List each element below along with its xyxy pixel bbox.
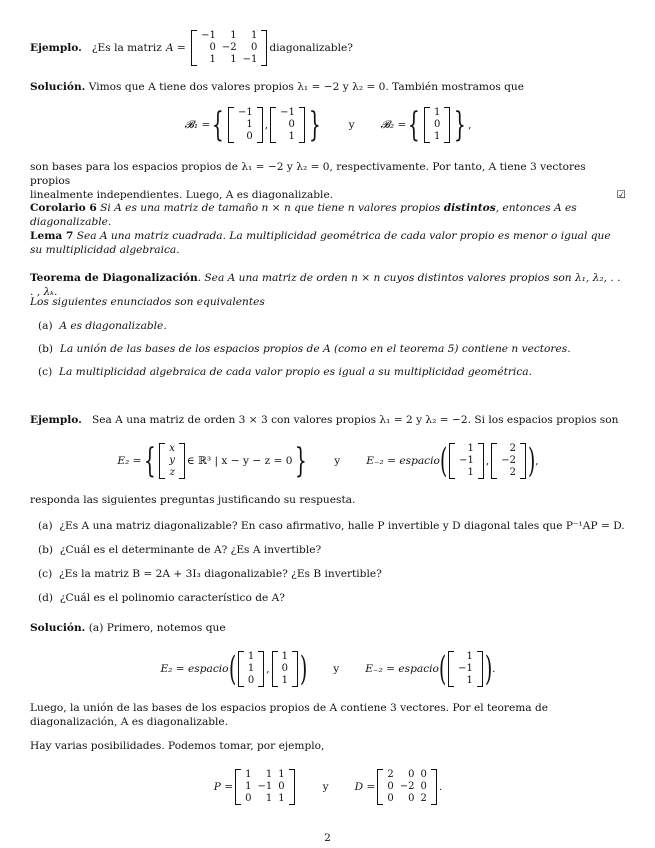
matrix-entry: 0: [246, 131, 253, 142]
matrix-entry: 1: [230, 30, 237, 41]
matrix-entry: 0: [408, 769, 415, 780]
matrix-row: [166, 455, 178, 467]
example-label: Ejemplo.: [30, 42, 82, 54]
open-paren: (: [439, 441, 448, 481]
matrix-entry: −2: [399, 781, 415, 792]
matrix-entry: 1: [250, 30, 258, 41]
matrix-entry: 1: [278, 793, 285, 804]
example-2-text: Sea A una matriz de orden 3 × 3 con valores propios λ₁ = 2 y λ₂ = −2. Si los espacios propios son: [91, 414, 619, 426]
instructions: responda las siguientes preguntas justificando su respuesta.: [30, 494, 356, 506]
matrix-row: [277, 107, 298, 119]
matrix-row: [384, 781, 430, 793]
matrix-entry: 1: [467, 467, 474, 478]
matrix-entry: 1: [247, 663, 255, 674]
example-1: [30, 30, 626, 66]
matrix-row: [277, 131, 298, 143]
matrix-entry: −1: [257, 781, 273, 792]
matrix-entry: 0: [281, 663, 288, 674]
matrix-entry: 2: [420, 793, 427, 804]
matrix-entry: 1: [467, 443, 474, 454]
e2-label: E₂ =: [117, 455, 142, 467]
matrix-row: [235, 119, 256, 131]
matrix-entry: 0: [434, 119, 441, 130]
matrix-row: [455, 651, 476, 663]
matrix-row: [279, 675, 291, 687]
em2-span-label: E₋₂ = espacio: [365, 663, 439, 675]
matrix-entry: 0: [420, 781, 427, 792]
matrix-entry: 1: [278, 769, 285, 780]
question-c: (c) ¿Es la matriz B = 2A + 3I₃ diagonalizable? ¿Es B invertible?: [38, 568, 382, 580]
matrix-entry: 1: [247, 651, 255, 662]
close-brace: }: [454, 105, 467, 145]
lemma-text: Sea A una matriz cuadrada. La multiplicidad geométrica de cada valor propio es menor o igual que su multiplicidad algebraica.: [30, 230, 611, 256]
matrix-row: [456, 455, 477, 467]
matrix-name: A: [165, 42, 174, 54]
question-text: ¿Es la matriz: [91, 42, 162, 54]
matrix-row: [245, 663, 257, 675]
solution-text: Vimos que A tiene dos valores propios λ₁ = −2 y λ₂ = 0. También mostramos que: [88, 81, 524, 93]
corollary-bold: distintos: [443, 202, 496, 214]
matrix-row: [431, 119, 443, 131]
theorem-text: . Sea A una matriz de orden n × n cuyos distintos valores propios son λ₁, λ₂, . . . , λₖ.: [30, 272, 621, 298]
matrix-row: [245, 675, 257, 687]
matrix-entry: 1: [245, 781, 252, 792]
matrix-entry: 0: [278, 781, 285, 792]
matrix-entry: 1: [265, 769, 273, 780]
question-b: (b) ¿Cuál es el determinante de A? ¿Es A invertible?: [38, 544, 322, 556]
open-brace: {: [143, 441, 156, 481]
matrix-entry: 0: [420, 769, 427, 780]
matrix-row: [242, 769, 288, 781]
matrix-entry: 0: [245, 793, 252, 804]
b2-vector-1: [424, 107, 450, 143]
matrix-entry: 0: [288, 119, 295, 130]
e2-span-label: E₂ = espacio: [160, 663, 229, 675]
matrix-entry: 1: [466, 651, 473, 662]
solution-1: [30, 80, 626, 94]
period: .: [492, 663, 496, 675]
theorem-item-c: (c) La multiplicidad algebraica de cada valor propio es igual a su multiplicidad geométrica.: [38, 366, 532, 378]
matrix-entry: x: [169, 443, 175, 454]
example-2: [30, 413, 626, 427]
question-a: (a) ¿Es A una matriz diagonalizable? En caso afirmativo, halle P invertible y D diagonal tales que P⁻¹AP = D.: [38, 520, 625, 532]
matrix-entry: 1: [288, 131, 295, 142]
conclusion-line-1: son bases para los espacios propios de λ₁ = −2 y λ₂ = 0, respectivamente. Por tanto, A tiene 3 vectores propios: [30, 161, 586, 187]
matrix-entry: z: [169, 467, 175, 478]
matrix-entry: −2: [501, 455, 517, 466]
lemma-label: Lema 7: [30, 230, 74, 242]
example-label: Ejemplo.: [30, 414, 82, 426]
matrix-row: [431, 107, 443, 119]
matrix-entry: 1: [281, 675, 288, 686]
matrix-entry: 0: [247, 675, 255, 686]
and-word: y: [322, 781, 329, 793]
b1-label: 𝓑₁ =: [184, 119, 211, 131]
matrix-entry: 1: [434, 131, 441, 142]
matrix-row: [279, 651, 291, 663]
p-label: P =: [213, 781, 234, 793]
matrix-row: [455, 675, 476, 687]
close-brace: }: [308, 105, 321, 145]
and-word: y: [334, 455, 341, 467]
matrix-row: [235, 107, 256, 119]
matrix-row: [384, 793, 430, 805]
and-word: y: [333, 663, 340, 675]
matrix-row: [279, 663, 291, 675]
close-brace: }: [294, 441, 307, 481]
b1-vector-2: [270, 107, 305, 143]
matrix-entry: −1: [238, 107, 253, 118]
qed-box-icon: ☑: [616, 189, 626, 201]
solution-2-text: (a) Primero, notemos que: [88, 622, 226, 634]
matrix-entry: y: [169, 455, 175, 466]
matrix-entry: 2: [509, 443, 517, 454]
b1-vector-1: [228, 107, 263, 143]
theorem-item-b: (b) La unión de las bases de los espacios propios de A (como en el teorema 5) contiene n vectores.: [38, 343, 571, 355]
close-paren: ): [299, 649, 308, 689]
eigenspace-bases-display: E₂ = espacio ( 1 1 0 , 1 0 1 ) y E₋₂ = espacio ( 1 −1 1 ) .: [160, 649, 496, 689]
matrix-row: [166, 467, 178, 479]
close-paren: ): [484, 649, 493, 689]
page-number: 2: [324, 832, 331, 844]
matrix-entry: 2: [509, 467, 517, 478]
open-brace: {: [212, 105, 225, 145]
matrix-entry: 0: [387, 793, 394, 804]
matrix-row: [498, 443, 519, 455]
matrix-entry: 0: [250, 42, 258, 53]
e2-basis-1: [238, 651, 264, 687]
matrix-entry: 0: [408, 793, 415, 804]
basis-display: 𝓑₁ = { −1 1 0 , −1 0 1 } y 𝓑₂ = { 1 0 1 } ,: [184, 105, 472, 145]
e2-vector: [159, 443, 185, 479]
e2-basis-2: [272, 651, 298, 687]
matrix-entry: −1: [459, 455, 474, 466]
matrix-entry: −1: [280, 107, 295, 118]
matrix-row: [498, 455, 519, 467]
em2-basis-1: [448, 651, 483, 687]
corollary-text: Si A es una matriz de tamaño n × n que tiene n valores propios: [100, 202, 441, 214]
open-paren: (: [228, 649, 236, 689]
question-d: (d) ¿Cuál es el polinomio característico de A?: [38, 592, 285, 604]
matrix-entry: −1: [242, 54, 258, 65]
solution-2: [30, 621, 626, 635]
em2-label: E₋₂ = espacio: [366, 455, 440, 467]
theorem-item-a: (a) A es diagonalizable.: [38, 320, 167, 332]
matrix-entry: 1: [245, 769, 252, 780]
matrix-entry: 1: [265, 793, 273, 804]
matrix-row: [242, 781, 288, 793]
solution-label: Solución.: [30, 622, 86, 634]
matrix-row: [277, 119, 298, 131]
matrix-entry: 1: [230, 54, 237, 65]
corollary-6: [30, 201, 626, 229]
solution-2-paragraph-2: Hay varias posibilidades. Podemos tomar, por ejemplo,: [30, 740, 325, 752]
matrix-row: [166, 443, 178, 455]
and-word: y: [348, 119, 355, 131]
b2-label: 𝓑₂ =: [380, 119, 407, 131]
equals-sign: =: [173, 42, 190, 54]
matrix-row: [245, 651, 257, 663]
matrix-row: [456, 467, 477, 479]
matrix-row: [384, 769, 430, 781]
question-list: [38, 519, 634, 615]
eigenspaces-display: E₂ = { x y z ∈ ℝ³ | x − y − z = 0 } y E₋₂ = espacio ( 1 −1 1 , 2 −2 2 ) ,: [117, 441, 539, 481]
em2-vector-2: [491, 443, 526, 479]
matrix-row: [235, 131, 256, 143]
solution-2-paragraph-1: Luego, la unión de las bases de los espacios propios de A contiene 3 vectores. Por el teorema de diagonalización, A es diagonalizable.: [30, 702, 549, 728]
matrix-entry: −1: [201, 30, 216, 41]
conclusion-line-2: linealmente independientes. Luego, A es diagonalizable.: [30, 189, 334, 201]
solution-label: Solución.: [30, 81, 86, 93]
solution-conclusion: [30, 160, 626, 202]
matrix-entry: −1: [458, 663, 473, 674]
period: .: [438, 781, 443, 793]
d-label: D =: [354, 781, 376, 793]
matrix-entry: 1: [466, 675, 473, 686]
matrix-entry: 2: [387, 769, 394, 780]
matrix-entry: 1: [434, 107, 441, 118]
matrix-row: [198, 30, 260, 42]
open-paren: (: [438, 649, 447, 689]
question-end: diagonalizable?: [269, 42, 353, 54]
matrix-entry: 0: [387, 781, 394, 792]
e2-condition: ∈ ℝ³ | x − y − z = 0: [186, 455, 293, 467]
matrix-row: [498, 467, 519, 479]
matrix-entry: −2: [221, 42, 237, 53]
theorem-equiv: Los siguientes enunciados son equivalentes: [30, 296, 265, 308]
matrix-row: [198, 54, 260, 66]
corollary-text-end: , entonces A es diagonalizable.: [30, 202, 577, 228]
theorem-items: [38, 319, 634, 388]
matrix-row: [198, 42, 260, 54]
em2-vector-1: [449, 443, 484, 479]
pd-matrices-display: [30, 762, 626, 812]
matrix-entry: 0: [209, 42, 216, 53]
matrix-entry: 1: [281, 651, 288, 662]
matrix-row: [242, 793, 288, 805]
theorem-label: Teorema de Diagonalización: [30, 272, 198, 284]
matrix-row: [431, 131, 443, 143]
corollary-label: Corolario 6: [30, 202, 97, 214]
matrix-entry: 1: [246, 119, 253, 130]
close-paren: ): [528, 441, 536, 481]
lemma-7: [30, 229, 626, 257]
matrix-row: [456, 443, 477, 455]
open-brace: {: [408, 105, 421, 145]
matrix-p: [235, 769, 295, 805]
matrix-row: [455, 663, 476, 675]
matrix-d: [377, 769, 437, 805]
matrix-a: [191, 30, 267, 66]
matrix-entry: 1: [209, 54, 216, 65]
